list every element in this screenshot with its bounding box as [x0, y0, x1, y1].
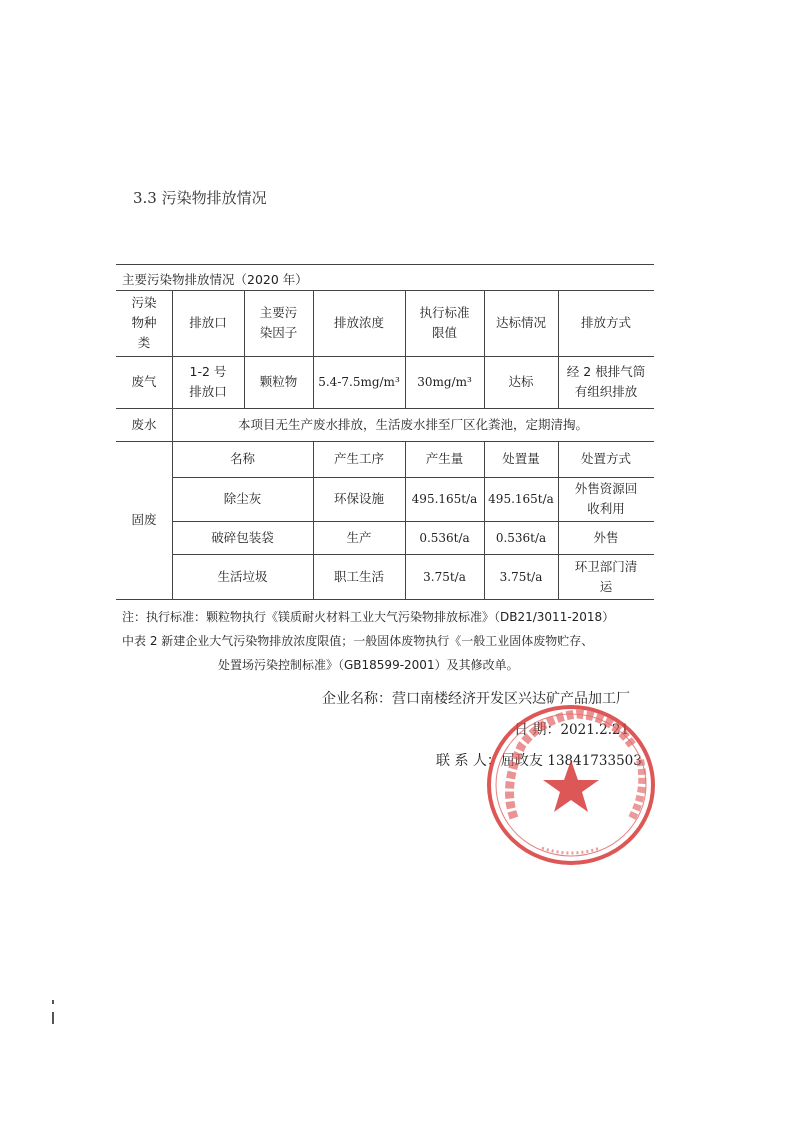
solid-row-process: 生产 — [346, 529, 372, 545]
solid-row-process: 职工生活 — [333, 568, 384, 584]
table-bottom-rule — [116, 599, 654, 600]
gas-category: 废气 — [131, 374, 157, 389]
header-outlet: 排放口 — [189, 315, 227, 330]
header-concentration: 排放浓度 — [333, 315, 384, 330]
solid-row-disposed: 3.75t/a — [499, 569, 543, 584]
solid-row-method: 环卫部门清运 — [574, 558, 638, 594]
solid-row-disposed: 0.536t/a — [495, 530, 547, 545]
scan-edge-mark — [52, 1000, 54, 1004]
company-name: 营口南楼经济开发区兴达矿产品加工厂 — [392, 691, 630, 707]
header-method: 排放方式 — [580, 315, 631, 330]
date-label: 日 期： — [514, 722, 561, 738]
gas-factor: 颗粒物 — [259, 374, 298, 389]
table-top-rule — [116, 264, 654, 265]
solid-row-name: 破碎包装袋 — [211, 529, 274, 545]
solid-row-generated: 3.75t/a — [423, 569, 466, 584]
gas-limit: 30mg/m³ — [417, 375, 472, 389]
table-rule — [116, 441, 654, 442]
solid-header-process: 产生工序 — [333, 451, 384, 466]
header-category: 污染物种类 — [131, 295, 157, 350]
table-rule — [172, 477, 654, 478]
solid-row-generated: 495.165t/a — [411, 492, 478, 506]
solid-header-generated: 产生量 — [425, 451, 464, 466]
contact-label: 联 系 人： — [436, 753, 501, 769]
table-rule — [116, 290, 654, 291]
solid-row-method: 外售 — [593, 529, 619, 545]
company-label: 企业名称： — [322, 691, 392, 707]
solid-header-disposed: 处置量 — [502, 451, 540, 466]
gas-concentration: 5.4-7.5mg/m³ — [318, 375, 400, 389]
date-value: 2021.2.21 — [560, 722, 630, 738]
official-stamp — [482, 700, 660, 870]
table-rule — [116, 356, 654, 357]
note-line: 中表 2 新建企业大气污染物排放浓度限值；一般固体废物执行《一般工业固体废物贮存、 — [122, 634, 594, 648]
solid-row-generated: 0.536t/a — [419, 530, 470, 545]
scan-edge-mark — [52, 1012, 54, 1024]
gas-outlet: 1-2 号排放口 — [189, 364, 227, 399]
solid-category: 固废 — [131, 512, 157, 527]
solid-row-disposed: 495.165t/a — [488, 492, 554, 506]
solid-row-name: 除尘灰 — [223, 491, 262, 506]
header-limit: 执行标准限值 — [419, 305, 470, 340]
contact-name: 屈政友 — [500, 753, 543, 769]
water-category: 废水 — [131, 416, 157, 432]
solid-row-name: 生活垃圾 — [217, 568, 268, 584]
table-caption: 主要污染物排放情况（2020 年） — [122, 272, 308, 287]
note-line: 处置场污染控制标准》（GB18599-2001）及其修改单。 — [218, 658, 519, 672]
header-factor: 主要污染因子 — [259, 305, 298, 340]
solid-row-process: 环保设施 — [333, 491, 384, 506]
table-rule — [116, 408, 654, 409]
section-title: 3.3 污染物排放情况 — [133, 189, 267, 207]
solid-row-method: 外售资源回收利用 — [574, 481, 638, 516]
header-status: 达标情况 — [495, 315, 546, 330]
solid-header-name: 名称 — [229, 451, 255, 466]
note-line: 注：执行标准：颗粒物执行《镁质耐火材料工业大气污染物排放标准》（DB21/3011-2018） — [122, 610, 615, 624]
table-rule — [172, 521, 654, 522]
table-rule — [172, 554, 654, 555]
gas-method: 经 2 根排气筒有组织排放 — [566, 364, 646, 399]
gas-status: 达标 — [508, 374, 534, 389]
water-description: 本项目无生产废水排放，生活废水排至厂区化粪池，定期清掏。 — [237, 416, 588, 432]
solid-header-method: 处置方式 — [580, 451, 631, 466]
contact-phone: 13841733503 — [547, 753, 642, 769]
